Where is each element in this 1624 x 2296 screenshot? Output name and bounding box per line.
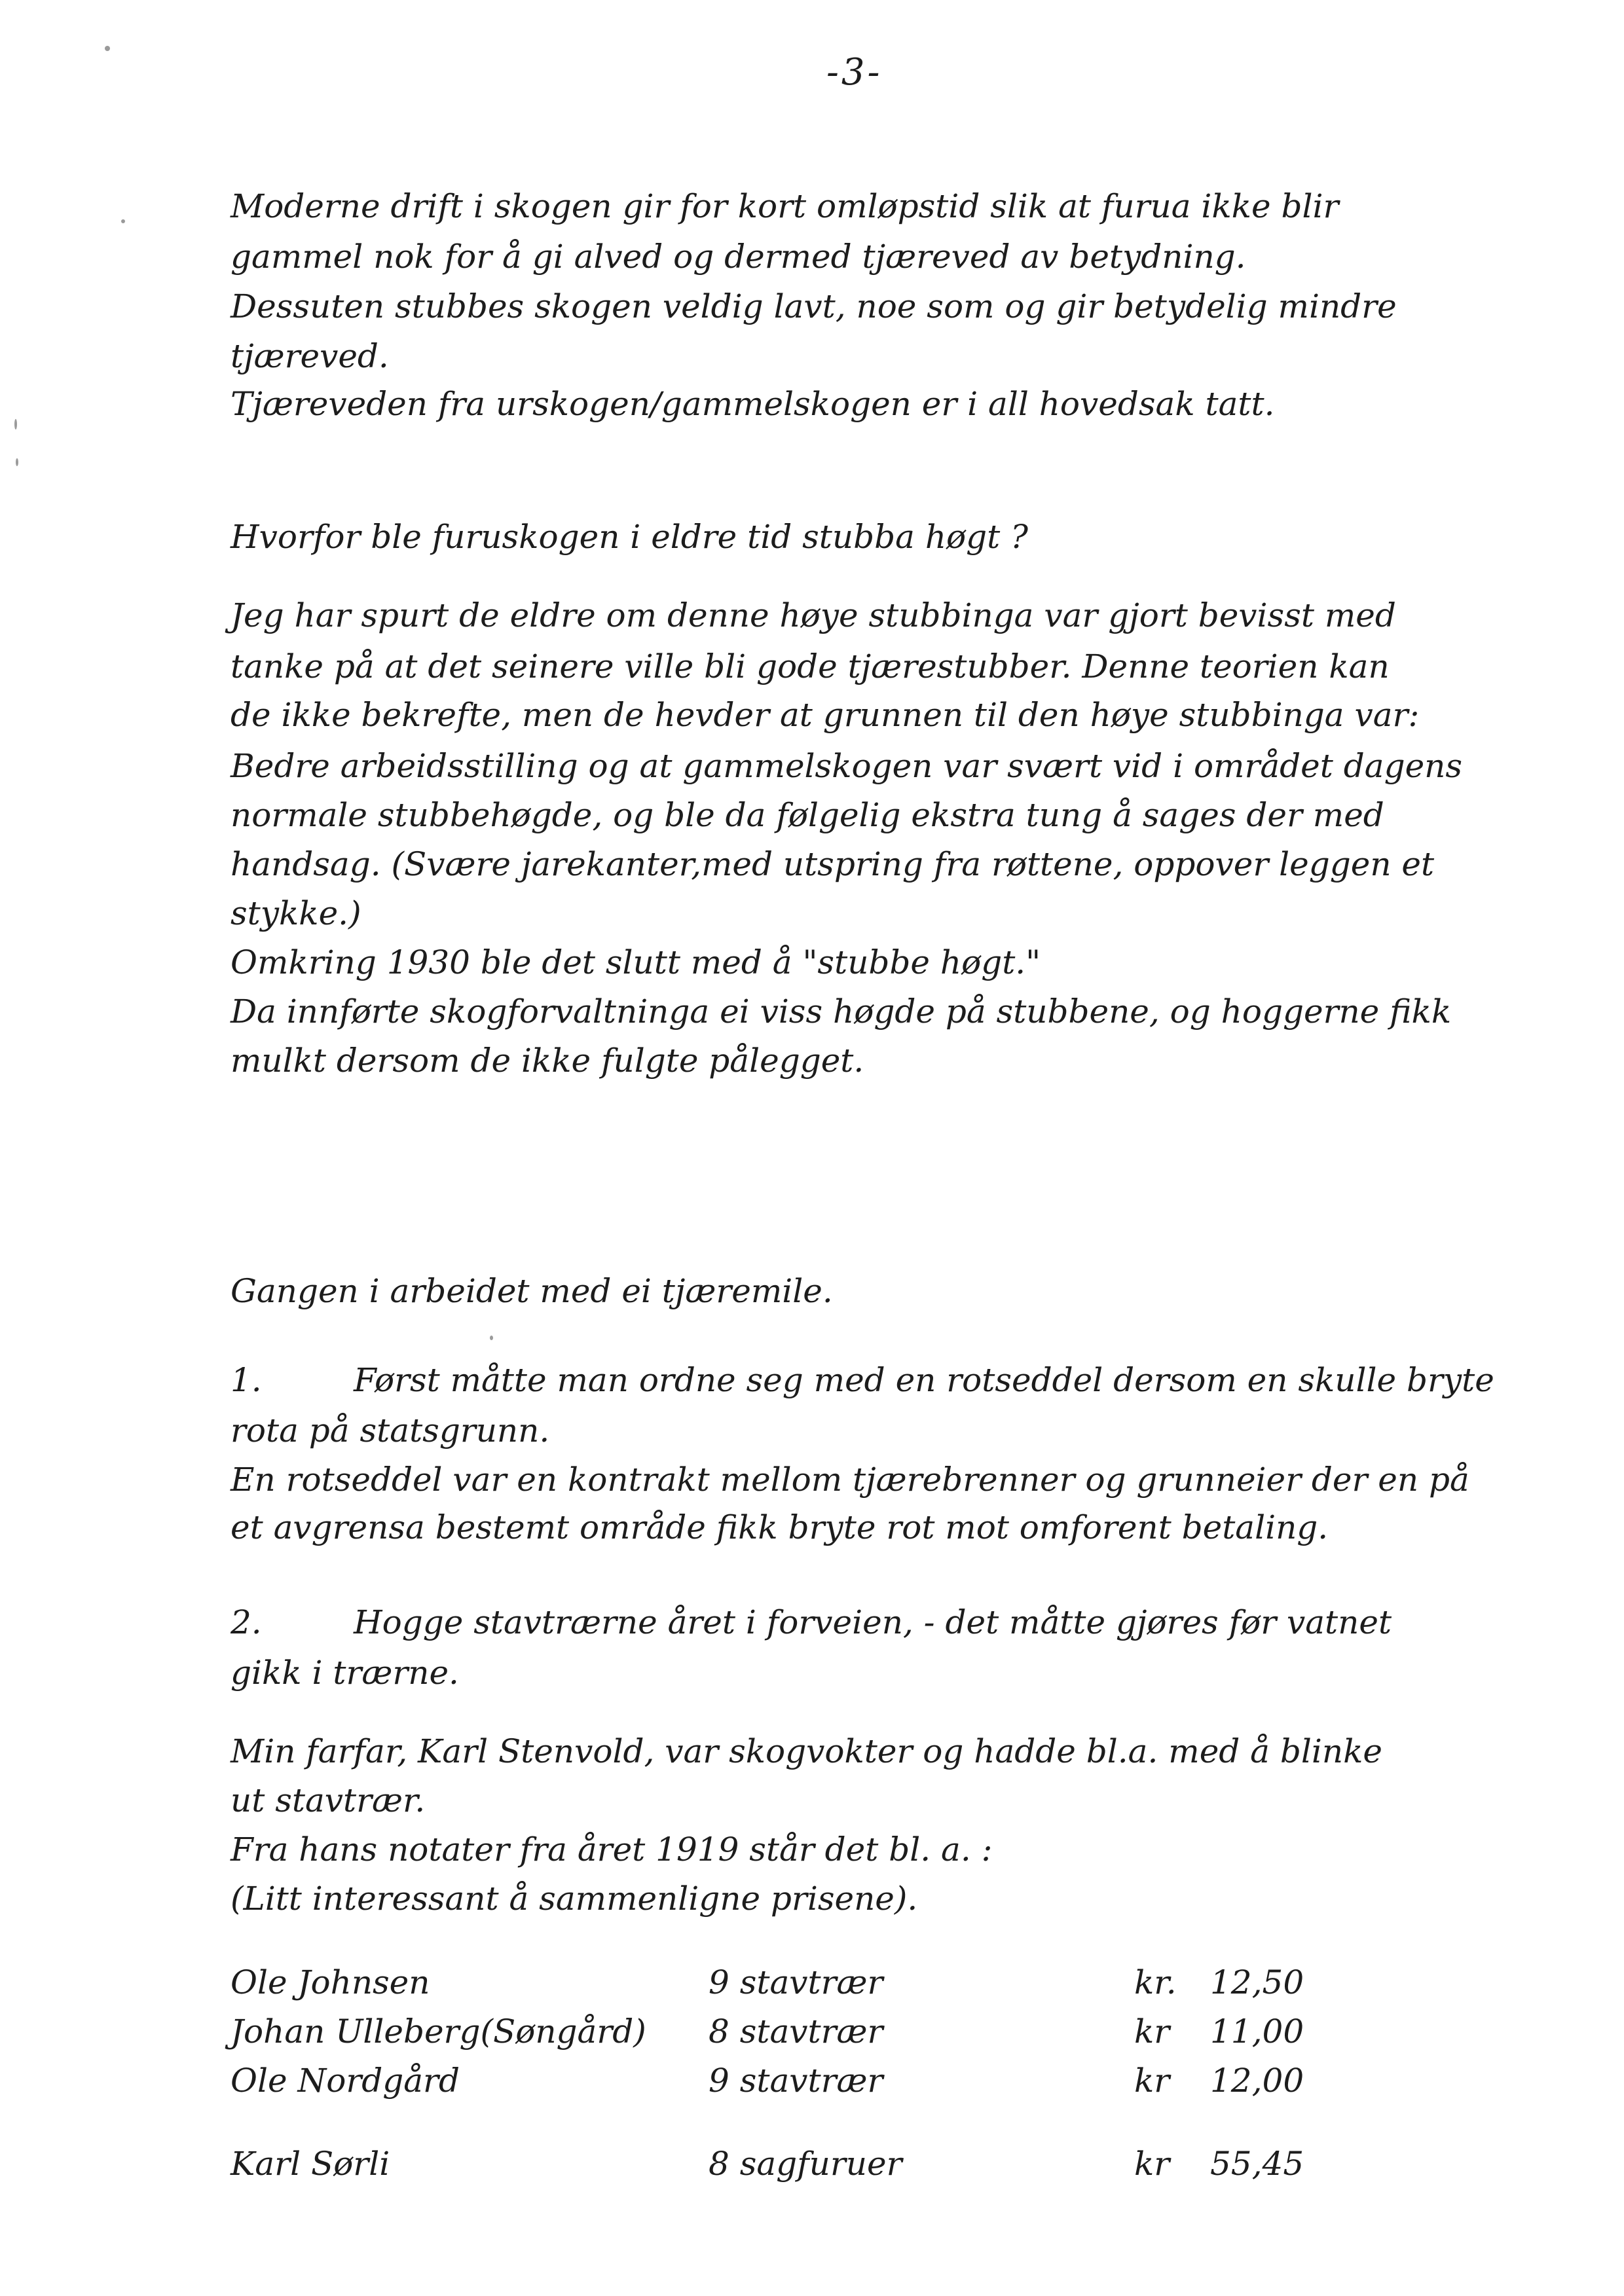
ledger-name: Karl Sørli — [231, 2145, 390, 2183]
ledger-item: 8 stavtrær — [709, 2013, 883, 2050]
scan-speck — [16, 458, 18, 466]
text-line: Min farfar, Karl Stenvold, var skogvokter og hadde bl.a. med å blinke — [231, 1732, 1382, 1770]
scan-speck — [121, 219, 125, 223]
step-number: 2. — [231, 1603, 262, 1641]
text-line: handsag. (Svære jarekanter,med utspring fra røttene, oppover leggen et — [231, 845, 1435, 883]
text-line: Dessuten stubbes skogen veldig lavt, noe som og gir betydelig mindre — [231, 287, 1397, 325]
section-heading: Gangen i arbeidet med ei tjæremile. — [231, 1272, 833, 1310]
text-line: gikk i trærne. — [231, 1654, 459, 1692]
text-line: Bedre arbeidsstilling og at gammelskogen var svært vid i området dagens — [231, 747, 1463, 785]
text-line: Jeg har spurt de eldre om denne høye stubbinga var gjort bevisst med — [231, 596, 1396, 634]
ledger-currency: kr — [1134, 2013, 1170, 2050]
text-line: ut stavtrær. — [231, 1781, 426, 1819]
text-line: de ikke bekrefte, men de hevder at grunnen til den høye stubbinga var: — [231, 696, 1420, 734]
text-line: et avgrensa bestemt område fikk bryte rot mot omforent betaling. — [231, 1508, 1329, 1546]
ledger-amount: 11,00 — [1210, 2013, 1304, 2050]
ledger-currency: kr — [1134, 2062, 1170, 2100]
text-line: tanke på at det seinere ville bli gode tjærestubber. Denne teorien kan — [231, 647, 1390, 685]
step-number: 1. — [231, 1361, 262, 1399]
text-line: Moderne drift i skogen gir for kort omløpstid slik at furua ikke blir — [231, 187, 1339, 225]
text-line: (Litt interessant å sammenligne prisene). — [231, 1880, 918, 1918]
text-line: Tjæreveden fra urskogen/gammelskogen er i all hovedsak tatt. — [231, 385, 1275, 423]
text-line: rota på statsgrunn. — [231, 1412, 550, 1449]
text-line: tjæreved. — [231, 337, 389, 375]
text-line: Omkring 1930 ble det slutt med å "stubbe høgt." — [231, 943, 1041, 981]
ledger-amount: 12,00 — [1210, 2062, 1304, 2100]
ledger-item: 9 stavtrær — [709, 2062, 883, 2100]
ledger-currency: kr. — [1134, 1963, 1177, 2001]
text-line: mulkt dersom de ikke fulgte pålegget. — [231, 1042, 864, 1080]
text-line: Hogge stavtrærne året i forveien, - det måtte gjøres før vatnet — [354, 1603, 1392, 1641]
ledger-amount: 55,45 — [1210, 2145, 1304, 2183]
text-line: stykke.) — [231, 894, 361, 932]
ledger-item: 8 sagfuruer — [709, 2145, 902, 2183]
ledger-currency: kr — [1134, 2145, 1170, 2183]
text-line: Først måtte man ordne seg med en rotseddel dersom en skulle bryte — [354, 1361, 1494, 1399]
question-heading: Hvorfor ble furuskogen i eldre tid stubba høgt ? — [231, 518, 1028, 556]
text-line: normale stubbehøgde, og ble da følgelig ekstra tung å sages der med — [231, 796, 1384, 834]
text-line: En rotseddel var en kontrakt mellom tjærebrenner og grunneier der en på — [231, 1461, 1469, 1499]
scan-speck — [490, 1336, 493, 1340]
ledger-name: Johan Ulleberg(Søngård) — [231, 2013, 646, 2050]
page-number: -3- — [826, 51, 883, 94]
text-line: Da innførte skogforvaltninga ei viss høgde på stubbene, og hoggerne fikk — [231, 993, 1452, 1030]
ledger-name: Ole Johnsen — [231, 1963, 430, 2001]
text-line: Fra hans notater fra året 1919 står det bl. a. : — [231, 1831, 993, 1868]
scan-speck — [14, 419, 17, 429]
text-line: gammel nok for å gi alved og dermed tjæreved av betydning. — [231, 238, 1246, 276]
ledger-item: 9 stavtrær — [709, 1963, 883, 2001]
ledger-name: Ole Nordgård — [231, 2062, 460, 2100]
ledger-amount: 12,50 — [1210, 1963, 1304, 2001]
scan-speck — [105, 46, 110, 51]
